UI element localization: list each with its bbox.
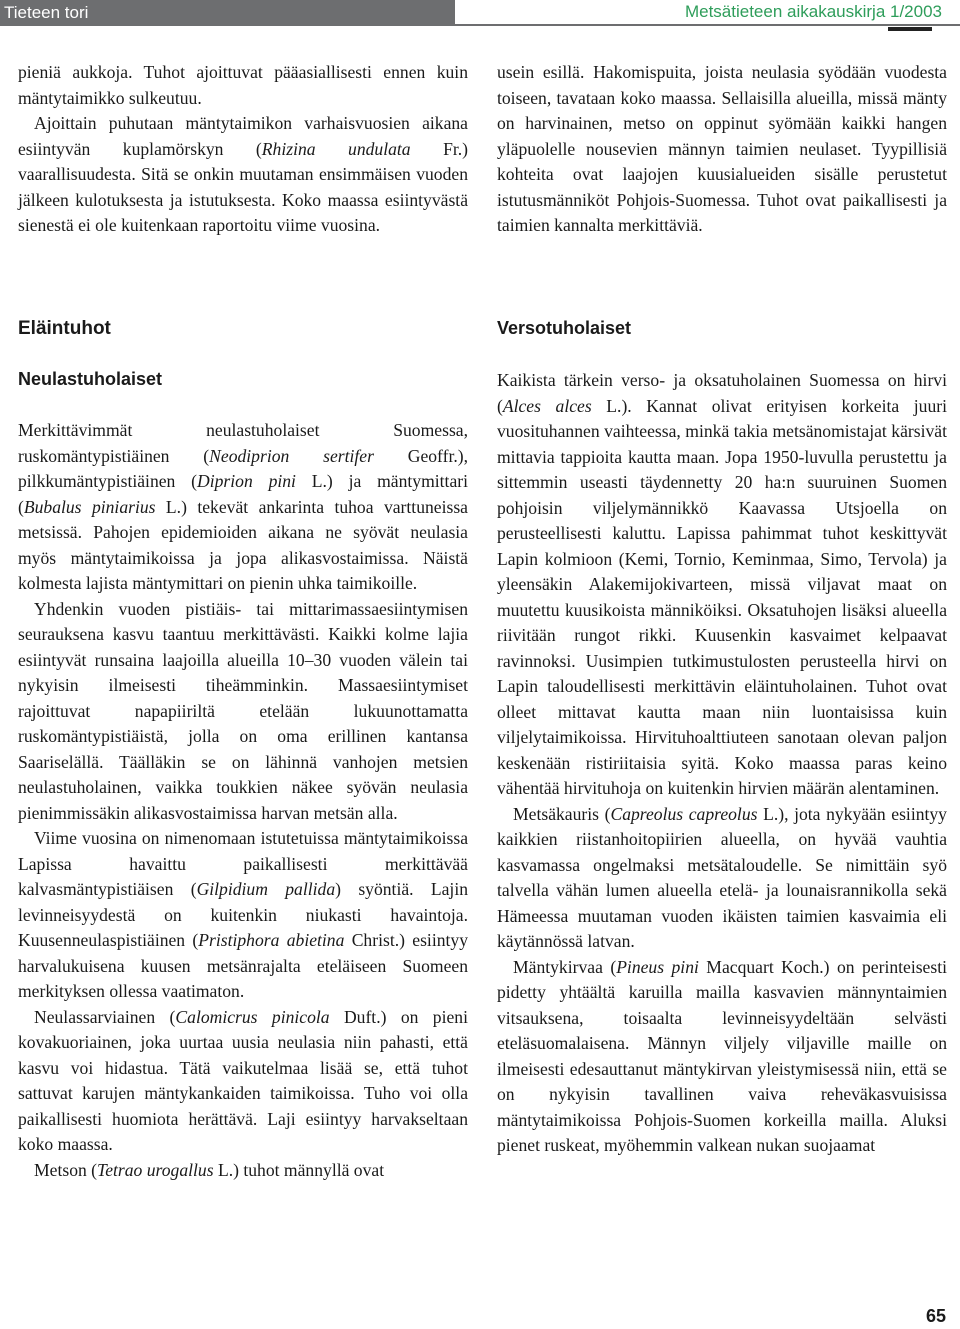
paragraph: Merkittävimmät neulastuholaiset Suomessa, ruskomäntypistiäinen (Neodiprion sertifer Geoffr.), pilkkumäntypistiäinen (Diprion pini L.) ja mäntymittari (Bubalus piniarius L.) tekevät ankarinta tuhoa varttuneissa metsissä. Pahojen epidemioiden aikana ne syövät neulasia myös mäntytaimikoissa ja jopa alikasvostaimissa. Näistä kolmesta lajista mäntymittari on pienin uhka taimikoille. xyxy=(18,420,468,593)
paragraph: Metsäkauris (Capreolus capreolus L.), jota nykyään esiintyy kaikkien riistanhoitopiirien alueella, on hyvää vauhtia kasvamassa ongelmaksi metsätaloudelle. Se nimittäin syö talvella vähän lumen alueella etelä- ja lounaisrannikolla sekä Hämeessa muutaman vuoden ikäisten taimien kasvaimia eli käytännössä latvan. xyxy=(497,803,947,951)
paragraph: Neulassarviainen (Calomicrus pinicola Duft.) on pieni kovakuoriainen, joka uurtaa uusia neulasia niin pahasti, että kasvu voi hidastua. Tätä vaikutelmaa lisää se, että tuhot sattuvat karujen mäntykankaiden taimikoissa. Tuho voi olla paikallisesti huomiota herättävä. Laji esiintyy harvakseltaan koko maassa. xyxy=(18,1006,468,1154)
right-column-top xyxy=(497,60,947,239)
paragraph: Kaikista tärkein verso- ja oksatuholainen Suomessa on hirvi (Alces alces L.). Kannat olivat erityisen korkeita juuri vuosituhannen vaihteessa, minkä takia metsänomistajat kärsivät mittavia tappioita kautta maan. Jopa 1950-luvulla perustettu ja sittemmin useasti täydennetty 20 ha:n suuruinen Suomen pohjoisin viljelymännikkö Kaavassa Utsjoella on perusteellisesti kaluttu. Lapissa pahimmat tuhot keskittyvät Lapin kolmioon (Kemi, Tornio, Keminmaa, Simo, Tervola) ja yleensäkin Alakemijokivarteen, missä viljavat maat on muutettu kuusikoista männiköiksi. Oksatuhojen lisäksi alueella riivitään rungot rikki. Kuusenkin kasvaimet kelpaavat ravinnoksi. Uusimpien tutkimustulosten perusteella hirvi on Lapin taloudellisesti merkittävin eläintuholainen. Tuhot ovat olleet mittavat kautta maan niin luontaisissa kuin viljelytaimikoissa. Hirvituhoalttiuteen sanotaan olevan paljon keskenään ristiriitaisia syitä. Koko maassa paras keino vähentää hirvituhoja on kuitenkin hirvien määrän alentaminen. xyxy=(497,370,947,798)
page-header xyxy=(0,0,960,26)
paragraph: Yhdenkin vuoden pistiäis- tai mittarimassaesiintymisen seurauksena kasvu taantuu merkittävästi. Kaikki kolme lajia esiintyvät runsaina laajoilla alueilla 10–30 vuoden välein tai nykyisin ilmeisesti tiheämminkin. Massaesiintymiset rajoittuvat napapiiriltä etelään lukuunottamatta ruskomäntypistiäistä, jolla on oma erillinen kantansa Saariselällä. Täälläkin se on lähinnä vanhojen metsien neulastuholainen, vaikka toukkien näkee syövän neulasia pienimmissäkin alikasvostaimissa harvan metsän alla. xyxy=(18,598,468,823)
subsection-heading: Neulastuholaiset xyxy=(18,369,163,389)
section-label: Tieteen tori xyxy=(0,0,455,26)
right-column-section xyxy=(497,368,947,1159)
paragraph: usein esillä. Hakomispuita, joista neulasia syödään vuodesta toiseen, tavataan koko maassa. Sellaisilla alueilla, missä mänty on harvinainen, metso on oppinut syömään kaikki hangen yläpuolelle nousevien männyn taimien neulaset. Tyypillisiä kohteita ovat laajojen kuusialueiden sisälle perustetut istutusmänniköt Pohjois-Suomessa. Tuhot ovat paikallisesti ja taimien kannalta merkittäviä. xyxy=(497,62,947,235)
page-number: 65 xyxy=(925,1306,946,1326)
corner-mark xyxy=(888,27,932,31)
paragraph: Mäntykirvaa (Pineus pini Macquart Koch.) on perinteisesti pidetty yhtäältä karuilla mailla kasvavien männyntaimien vitsauksena, toisaalta levinneisyydeltään selvästi eteläsuomalaisena. Männyn viljely viljaville maille on ilmeisesti edesauttanut mäntykirvan yleistymisessä niin, että se on nykyisin tavallinen vaiva reheväkasvuisissa mäntytaimikoissa Pohjois-Suomen korkeilla mailla. Aluksi pienet ruskeat, myöhemmin valkean nukan suojaamat xyxy=(497,956,947,1155)
paragraph: pieniä aukkoja. Tuhot ajoittuvat pääasiallisesti ennen kuin mäntytaimikko sulkeutuu. xyxy=(18,62,468,108)
header-rule xyxy=(455,24,960,26)
paragraph: Ajoittain puhutaan mäntytaimikon varhaisvuosien aikana esiintyvän kuplamörskyn (Rhizina undulata Fr.) vaarallisuudesta. Sitä se onkin muutaman ensimmäisen vuoden jälkeen kulotuksesta ja istutuksesta. Koko maassa esiintyvästä sienestä ei ole kuitenkaan raportoitu viime vuosina. xyxy=(18,113,468,235)
left-column-top xyxy=(18,60,468,239)
left-column-section xyxy=(18,418,468,1183)
paragraph: Metson (Tetrao urogallus L.) tuhot männyllä ovat xyxy=(34,1159,385,1180)
journal-title: Metsätieteen aikakauskirja 1/2003 xyxy=(684,2,942,21)
subsection-heading: Versotuholaiset xyxy=(497,318,632,338)
section-heading: Eläintuhot xyxy=(18,318,111,339)
paragraph: Viime vuosina on nimenomaan istutetuissa mäntytaimikoissa Lapissa havaittu paikallisesti merkittävää kalvasmäntypistiäisen (Gilpidium pallida) syöntiä. Lajin levinneisyydestä on kuitenkin niukasti havaintoja. Kuusenneulaspistiäinen (Pristiphora abietina Christ.) esiintyy harvalukuisena kuusen metsänrajalta eteläiseen Suomeen merkityksen ollessa vaatimaton. xyxy=(18,828,468,1001)
